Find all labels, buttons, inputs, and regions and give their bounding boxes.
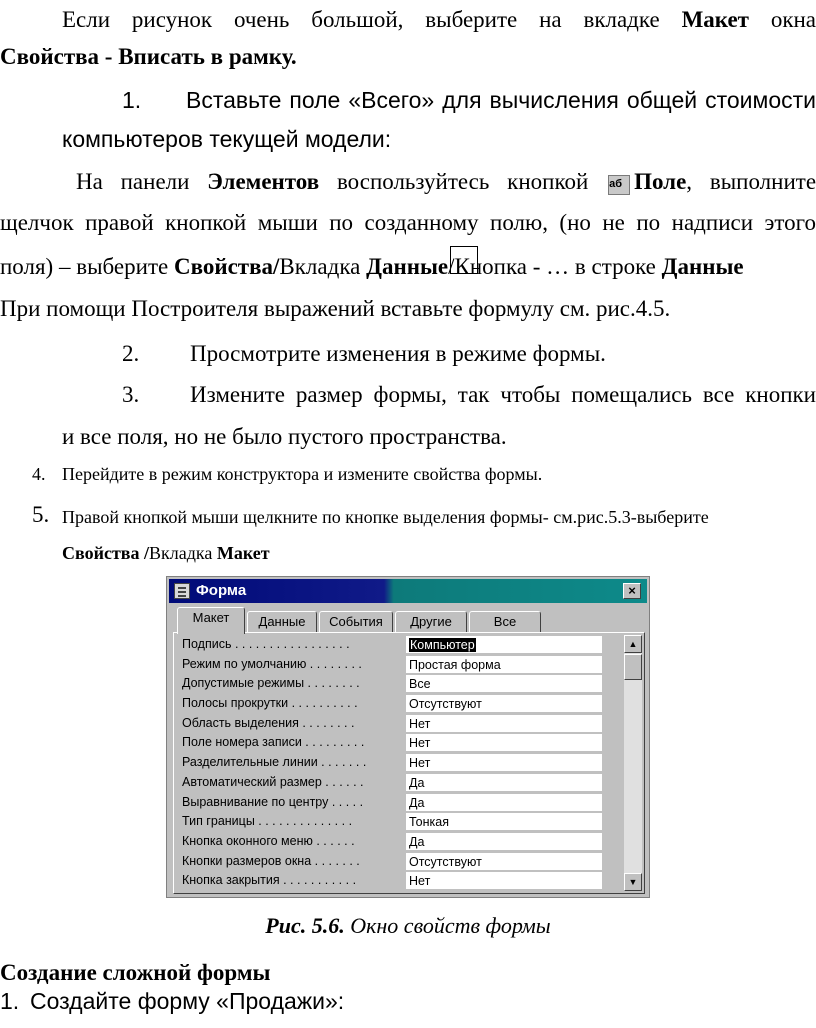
property-row[interactable]: Выравнивание по центру . . . . . Да [182, 793, 626, 813]
dialog-titlebar[interactable] [169, 579, 647, 603]
section-item-text: Создайте форму «Продажи»: [30, 988, 345, 1014]
step4-text: Перейдите в режим конструктора и измените свойства формы. [62, 464, 543, 484]
property-value[interactable]: Нет [406, 754, 602, 772]
para1-line1: Если рисунок очень большой, выберите на вкладке Макет окна [62, 7, 816, 32]
property-value[interactable]: Компьютер [410, 638, 475, 652]
property-row[interactable]: Допустимые режимы . . . . . . . . Все [182, 674, 626, 694]
step2-text: Просмотрите изменения в режиме формы. [190, 341, 606, 366]
para2-line1: На панели Элементов воспользуйтесь кнопкой аб Поле, выполните [76, 169, 816, 194]
property-value[interactable]: Да [406, 833, 602, 851]
step5-number: 5. [32, 502, 50, 527]
properties-grid [182, 635, 626, 891]
para1-line2: Свойства - Вписать в рамку. [0, 44, 297, 69]
tab-other[interactable]: Другие [395, 611, 467, 633]
figure-caption: Рис. 5.6. Окно свойств формы [265, 913, 551, 938]
step3-line2: и все поля, но не было пустого пространства. [62, 424, 507, 449]
property-row[interactable]: Автоматический размер . . . . . . Да [182, 773, 626, 793]
property-row[interactable]: Кнопка оконного меню . . . . . . Да [182, 832, 626, 852]
tab-data[interactable]: Данные [247, 611, 317, 633]
step3-number: 3. [122, 382, 140, 407]
property-row[interactable]: Разделительные линии . . . . . . . Нет [182, 753, 626, 773]
property-row[interactable]: Область выделения . . . . . . . . Нет [182, 714, 626, 734]
para2-line4: При помощи Построителя выражений вставьте формулу см. рис.4.5. [0, 296, 671, 321]
property-row[interactable]: Кнопки размеров окна . . . . . . . Отсутствуют [182, 852, 626, 872]
property-row[interactable]: Тип границы . . . . . . . . . . . . . . Тонкая [182, 812, 626, 832]
step4-number: 4. [32, 464, 46, 484]
step1-line1: Вставьте поле «Всего» для вычисления общей стоимости [186, 87, 816, 113]
close-button[interactable]: × [623, 583, 641, 599]
para2-line3: поля) – выберите Свойства/Вкладка Данные/Кнопка - … в строке Данные [0, 254, 744, 279]
scroll-thumb[interactable] [624, 654, 642, 680]
section-heading: Создание сложной формы [0, 960, 271, 985]
property-value[interactable]: Нет [406, 715, 602, 733]
step1-number: 1. [122, 87, 142, 113]
form-properties-dialog [166, 576, 650, 898]
property-value[interactable]: Отсутствуют [406, 853, 602, 871]
step3-line1: Измените размер формы, так чтобы помещались все кнопки [190, 382, 816, 407]
dialog-title: Форма [196, 582, 247, 599]
property-row[interactable]: Режим по умолчанию . . . . . . . . Простая форма [182, 655, 626, 675]
property-value[interactable]: Нет [406, 872, 602, 890]
tab-events[interactable]: События [319, 611, 393, 633]
property-row[interactable]: Подпись . . . . . . . . . . . . . . . . . Компьютер [182, 635, 626, 655]
tab-layout[interactable]: Макет [177, 607, 245, 634]
properties-scrollbar[interactable] [624, 635, 642, 891]
property-row[interactable]: Полосы прокрутки . . . . . . . . . . Отсутствуют [182, 694, 626, 714]
field-button-icon: аб [608, 175, 630, 195]
property-value[interactable]: Все [406, 675, 602, 693]
step2-number: 2. [122, 341, 140, 366]
properties-panel [173, 632, 645, 894]
property-value[interactable]: Да [406, 794, 602, 812]
scroll-down-icon[interactable]: ▼ [624, 873, 642, 891]
property-row[interactable]: Кнопка закрытия . . . . . . . . . . . Нет [182, 871, 626, 891]
property-value[interactable]: Простая форма [406, 656, 602, 674]
section-item-number: 1. [0, 988, 20, 1014]
tab-all[interactable]: Все [469, 611, 541, 633]
property-value[interactable]: Нет [406, 734, 602, 752]
property-row[interactable]: Поле номера записи . . . . . . . . . Нет [182, 733, 626, 753]
form-icon [174, 583, 190, 599]
dialog-tabs [173, 607, 643, 633]
text-cursor-box [450, 246, 478, 274]
step5-line2: Свойства /Вкладка Макет [62, 543, 270, 563]
para2-line2: щелчок правой кнопкой мыши по созданному полю, (но не по надписи этого [0, 210, 816, 235]
property-value[interactable]: Да [406, 774, 602, 792]
property-value[interactable]: Тонкая [406, 813, 602, 831]
property-value[interactable]: Отсутствуют [406, 695, 602, 713]
scroll-up-icon[interactable]: ▲ [624, 635, 642, 653]
step1-line2: компьютеров текущей модели: [62, 126, 392, 152]
step5-line1: Правой кнопкой мыши щелкните по кнопке выделения формы- см.рис.5.3-выберите [62, 507, 709, 527]
